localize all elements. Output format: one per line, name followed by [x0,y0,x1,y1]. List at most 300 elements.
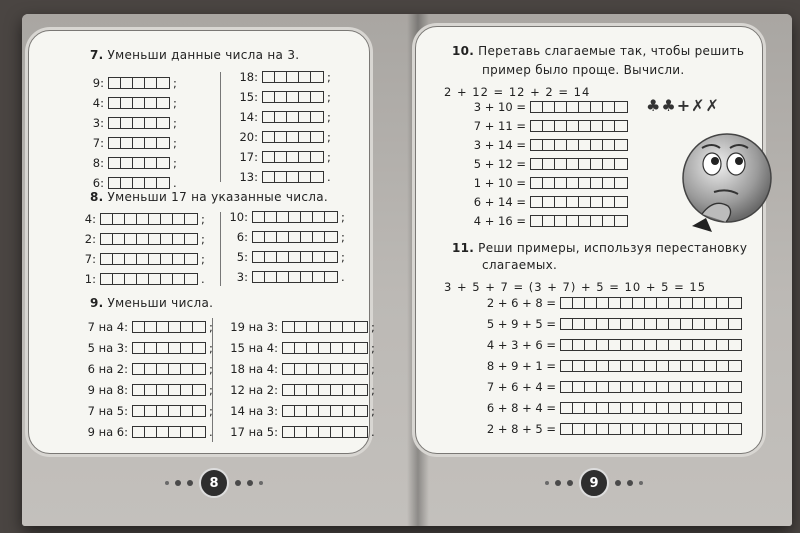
answer-cell[interactable] [121,138,133,148]
answer-cell[interactable] [157,98,169,108]
answer-cell[interactable] [133,78,145,88]
answer-cell[interactable] [319,343,331,353]
answer-cell[interactable] [579,197,591,207]
answer-cell[interactable] [295,343,307,353]
answer-cell[interactable] [181,343,193,353]
answer-boxes[interactable] [282,342,368,354]
answer-cell[interactable] [193,427,205,437]
answer-cell[interactable] [169,364,181,374]
answer-cell[interactable] [669,319,681,329]
answer-cell[interactable] [133,385,145,395]
answer-cell[interactable] [597,403,609,413]
answer-cell[interactable] [567,216,579,226]
answer-cell[interactable] [573,382,585,392]
answer-cell[interactable] [693,361,705,371]
answer-cell[interactable] [113,254,125,264]
answer-cell[interactable] [331,364,343,374]
answer-cell[interactable] [169,322,181,332]
answer-boxes[interactable] [262,71,324,83]
answer-cell[interactable] [573,340,585,350]
answer-cell[interactable] [567,178,579,188]
answer-cell[interactable] [283,364,295,374]
answer-cell[interactable] [573,298,585,308]
answer-cell[interactable] [657,424,669,434]
answer-cell[interactable] [133,158,145,168]
answer-cell[interactable] [621,319,633,329]
answer-cell[interactable] [301,212,313,222]
answer-cell[interactable] [543,140,555,150]
answer-cell[interactable] [161,234,173,244]
answer-cell[interactable] [585,424,597,434]
answer-cell[interactable] [311,172,323,182]
answer-cell[interactable] [313,232,325,242]
answer-cell[interactable] [615,159,627,169]
answer-cell[interactable] [169,385,181,395]
answer-boxes[interactable] [108,117,170,129]
answer-cell[interactable] [693,298,705,308]
answer-cell[interactable] [319,406,331,416]
answer-cell[interactable] [287,172,299,182]
answer-cell[interactable] [307,343,319,353]
answer-cell[interactable] [109,158,121,168]
answer-cell[interactable] [145,158,157,168]
answer-boxes[interactable] [282,363,368,375]
answer-cell[interactable] [311,132,323,142]
answer-cell[interactable] [307,427,319,437]
answer-cell[interactable] [311,72,323,82]
answer-cell[interactable] [137,254,149,264]
answer-cell[interactable] [633,340,645,350]
answer-cell[interactable] [275,132,287,142]
answer-cell[interactable] [555,140,567,150]
answer-cell[interactable] [299,172,311,182]
answer-cell[interactable] [289,272,301,282]
answer-cell[interactable] [331,385,343,395]
answer-cell[interactable] [657,319,669,329]
answer-cell[interactable] [597,298,609,308]
answer-boxes[interactable] [132,405,206,417]
answer-cell[interactable] [313,212,325,222]
answer-cell[interactable] [185,214,197,224]
answer-boxes[interactable] [100,273,198,285]
answer-cell[interactable] [579,159,591,169]
answer-cell[interactable] [137,214,149,224]
answer-cell[interactable] [277,212,289,222]
answer-cell[interactable] [331,343,343,353]
answer-cell[interactable] [567,197,579,207]
answer-cell[interactable] [181,322,193,332]
answer-boxes[interactable] [252,231,338,243]
answer-cell[interactable] [531,121,543,131]
answer-cell[interactable] [567,102,579,112]
answer-cell[interactable] [343,385,355,395]
answer-cell[interactable] [133,406,145,416]
answer-boxes[interactable] [252,211,338,223]
answer-cell[interactable] [579,178,591,188]
answer-cell[interactable] [253,212,265,222]
answer-cell[interactable] [343,322,355,332]
answer-cell[interactable] [693,424,705,434]
answer-cell[interactable] [591,197,603,207]
answer-cell[interactable] [657,298,669,308]
answer-boxes[interactable] [100,213,198,225]
answer-cell[interactable] [693,403,705,413]
answer-cell[interactable] [543,159,555,169]
answer-cell[interactable] [263,112,275,122]
answer-cell[interactable] [307,385,319,395]
answer-cell[interactable] [283,322,295,332]
answer-cell[interactable] [717,382,729,392]
answer-cell[interactable] [133,322,145,332]
answer-cell[interactable] [657,382,669,392]
answer-cell[interactable] [603,140,615,150]
answer-cell[interactable] [615,178,627,188]
answer-cell[interactable] [113,234,125,244]
answer-cell[interactable] [355,343,367,353]
answer-cell[interactable] [645,424,657,434]
answer-cell[interactable] [561,319,573,329]
answer-cell[interactable] [125,214,137,224]
answer-cell[interactable] [669,361,681,371]
answer-cell[interactable] [287,112,299,122]
answer-cell[interactable] [531,216,543,226]
answer-cell[interactable] [121,118,133,128]
answer-cell[interactable] [149,214,161,224]
answer-cell[interactable] [633,382,645,392]
answer-cell[interactable] [729,424,741,434]
answer-cell[interactable] [621,382,633,392]
answer-cell[interactable] [121,178,133,188]
answer-cell[interactable] [253,252,265,262]
answer-cell[interactable] [283,406,295,416]
answer-cell[interactable] [185,254,197,264]
answer-cell[interactable] [319,427,331,437]
answer-boxes[interactable] [108,157,170,169]
answer-cell[interactable] [573,424,585,434]
answer-cell[interactable] [355,427,367,437]
answer-cell[interactable] [591,159,603,169]
answer-cell[interactable] [287,132,299,142]
answer-boxes[interactable] [560,339,742,351]
answer-cell[interactable] [615,121,627,131]
answer-boxes[interactable] [262,171,324,183]
answer-cell[interactable] [299,92,311,102]
answer-cell[interactable] [157,343,169,353]
answer-cell[interactable] [289,252,301,262]
answer-cell[interactable] [319,322,331,332]
answer-cell[interactable] [531,140,543,150]
answer-cell[interactable] [573,403,585,413]
answer-cell[interactable] [681,298,693,308]
answer-cell[interactable] [669,424,681,434]
answer-cell[interactable] [307,364,319,374]
answer-cell[interactable] [729,298,741,308]
answer-boxes[interactable] [282,321,368,333]
answer-cell[interactable] [253,232,265,242]
answer-cell[interactable] [615,102,627,112]
answer-cell[interactable] [145,427,157,437]
answer-cell[interactable] [161,254,173,264]
answer-cell[interactable] [615,140,627,150]
answer-cell[interactable] [169,406,181,416]
answer-cell[interactable] [609,424,621,434]
answer-cell[interactable] [717,424,729,434]
answer-cell[interactable] [669,298,681,308]
answer-cell[interactable] [295,364,307,374]
answer-cell[interactable] [343,406,355,416]
answer-cell[interactable] [295,427,307,437]
answer-cell[interactable] [717,340,729,350]
answer-cell[interactable] [299,72,311,82]
answer-cell[interactable] [193,406,205,416]
answer-cell[interactable] [145,138,157,148]
answer-boxes[interactable] [530,177,628,189]
answer-cell[interactable] [263,172,275,182]
answer-cell[interactable] [331,322,343,332]
answer-cell[interactable] [705,424,717,434]
answer-cell[interactable] [101,274,113,284]
answer-cell[interactable] [185,274,197,284]
answer-boxes[interactable] [282,426,368,438]
answer-cell[interactable] [325,232,337,242]
answer-cell[interactable] [253,272,265,282]
answer-cell[interactable] [645,340,657,350]
answer-cell[interactable] [561,403,573,413]
answer-cell[interactable] [145,343,157,353]
answer-cell[interactable] [287,152,299,162]
answer-cell[interactable] [157,322,169,332]
answer-boxes[interactable] [560,360,742,372]
answer-cell[interactable] [531,197,543,207]
answer-cell[interactable] [311,112,323,122]
answer-cell[interactable] [343,427,355,437]
answer-cell[interactable] [121,158,133,168]
answer-cell[interactable] [573,361,585,371]
answer-cell[interactable] [591,102,603,112]
answer-cell[interactable] [621,424,633,434]
answer-cell[interactable] [603,197,615,207]
answer-cell[interactable] [133,343,145,353]
answer-cell[interactable] [681,424,693,434]
answer-boxes[interactable] [108,177,170,189]
answer-cell[interactable] [277,272,289,282]
answer-boxes[interactable] [530,196,628,208]
answer-cell[interactable] [621,361,633,371]
answer-cell[interactable] [705,319,717,329]
answer-cell[interactable] [301,272,313,282]
answer-cell[interactable] [615,216,627,226]
answer-cell[interactable] [145,385,157,395]
answer-cell[interactable] [597,424,609,434]
answer-cell[interactable] [331,427,343,437]
answer-cell[interactable] [555,216,567,226]
answer-cell[interactable] [597,361,609,371]
answer-cell[interactable] [681,361,693,371]
answer-cell[interactable] [585,319,597,329]
answer-cell[interactable] [343,343,355,353]
answer-cell[interactable] [193,385,205,395]
answer-cell[interactable] [101,214,113,224]
answer-boxes[interactable] [108,137,170,149]
answer-cell[interactable] [609,319,621,329]
answer-cell[interactable] [157,364,169,374]
answer-cell[interactable] [157,427,169,437]
answer-cell[interactable] [133,178,145,188]
answer-cell[interactable] [173,234,185,244]
answer-cell[interactable] [101,234,113,244]
answer-cell[interactable] [133,364,145,374]
answer-cell[interactable] [543,216,555,226]
answer-cell[interactable] [275,152,287,162]
answer-cell[interactable] [561,298,573,308]
answer-cell[interactable] [289,212,301,222]
answer-cell[interactable] [109,178,121,188]
answer-boxes[interactable] [100,253,198,265]
answer-cell[interactable] [573,319,585,329]
answer-cell[interactable] [567,159,579,169]
answer-cell[interactable] [109,98,121,108]
answer-cell[interactable] [301,252,313,262]
answer-cell[interactable] [157,385,169,395]
answer-cell[interactable] [109,118,121,128]
answer-cell[interactable] [185,234,197,244]
answer-cell[interactable] [729,340,741,350]
answer-cell[interactable] [567,140,579,150]
answer-boxes[interactable] [282,405,368,417]
answer-cell[interactable] [121,98,133,108]
answer-boxes[interactable] [108,97,170,109]
answer-cell[interactable] [597,340,609,350]
answer-cell[interactable] [137,274,149,284]
answer-cell[interactable] [133,427,145,437]
answer-cell[interactable] [181,406,193,416]
answer-cell[interactable] [283,427,295,437]
answer-cell[interactable] [585,361,597,371]
answer-cell[interactable] [585,340,597,350]
answer-cell[interactable] [301,232,313,242]
answer-boxes[interactable] [560,318,742,330]
answer-cell[interactable] [585,298,597,308]
answer-cell[interactable] [669,403,681,413]
answer-cell[interactable] [531,178,543,188]
answer-cell[interactable] [609,340,621,350]
answer-cell[interactable] [263,72,275,82]
answer-cell[interactable] [705,403,717,413]
answer-cell[interactable] [277,252,289,262]
answer-cell[interactable] [729,361,741,371]
answer-cell[interactable] [311,92,323,102]
answer-cell[interactable] [193,322,205,332]
answer-cell[interactable] [729,319,741,329]
answer-boxes[interactable] [132,426,206,438]
answer-cell[interactable] [265,212,277,222]
answer-cell[interactable] [543,178,555,188]
answer-boxes[interactable] [530,139,628,151]
answer-cell[interactable] [307,322,319,332]
answer-cell[interactable] [681,403,693,413]
answer-cell[interactable] [137,234,149,244]
answer-cell[interactable] [307,406,319,416]
answer-cell[interactable] [289,232,301,242]
answer-boxes[interactable] [132,321,206,333]
answer-cell[interactable] [275,172,287,182]
answer-cell[interactable] [543,102,555,112]
answer-cell[interactable] [343,364,355,374]
answer-cell[interactable] [633,319,645,329]
answer-cell[interactable] [609,361,621,371]
answer-cell[interactable] [681,382,693,392]
answer-cell[interactable] [109,78,121,88]
answer-cell[interactable] [579,102,591,112]
answer-cell[interactable] [149,274,161,284]
answer-cell[interactable] [355,364,367,374]
answer-boxes[interactable] [262,131,324,143]
answer-cell[interactable] [621,340,633,350]
answer-cell[interactable] [125,234,137,244]
answer-cell[interactable] [693,382,705,392]
answer-cell[interactable] [277,232,289,242]
answer-cell[interactable] [109,138,121,148]
answer-cell[interactable] [669,382,681,392]
answer-boxes[interactable] [282,384,368,396]
answer-cell[interactable] [263,152,275,162]
answer-cell[interactable] [161,214,173,224]
answer-boxes[interactable] [262,91,324,103]
answer-cell[interactable] [313,252,325,262]
answer-boxes[interactable] [132,363,206,375]
answer-cell[interactable] [555,159,567,169]
answer-cell[interactable] [705,298,717,308]
answer-cell[interactable] [669,340,681,350]
answer-cell[interactable] [561,424,573,434]
answer-cell[interactable] [705,382,717,392]
answer-cell[interactable] [645,361,657,371]
answer-cell[interactable] [283,343,295,353]
answer-cell[interactable] [157,138,169,148]
answer-cell[interactable] [145,98,157,108]
answer-cell[interactable] [591,121,603,131]
answer-cell[interactable] [621,403,633,413]
answer-cell[interactable] [609,403,621,413]
answer-cell[interactable] [645,403,657,413]
answer-cell[interactable] [311,152,323,162]
answer-cell[interactable] [193,343,205,353]
answer-cell[interactable] [181,385,193,395]
answer-cell[interactable] [591,216,603,226]
answer-cell[interactable] [265,232,277,242]
answer-cell[interactable] [591,140,603,150]
answer-cell[interactable] [275,112,287,122]
answer-cell[interactable] [633,403,645,413]
answer-cell[interactable] [597,382,609,392]
answer-cell[interactable] [133,138,145,148]
answer-cell[interactable] [633,424,645,434]
answer-boxes[interactable] [530,215,628,227]
answer-cell[interactable] [567,121,579,131]
answer-cell[interactable] [125,274,137,284]
answer-cell[interactable] [157,118,169,128]
answer-boxes[interactable] [108,77,170,89]
answer-cell[interactable] [543,121,555,131]
answer-cell[interactable] [287,92,299,102]
answer-boxes[interactable] [252,271,338,283]
answer-cell[interactable] [181,364,193,374]
answer-cell[interactable] [295,322,307,332]
answer-cell[interactable] [555,121,567,131]
answer-cell[interactable] [299,112,311,122]
answer-cell[interactable] [597,319,609,329]
answer-cell[interactable] [585,403,597,413]
